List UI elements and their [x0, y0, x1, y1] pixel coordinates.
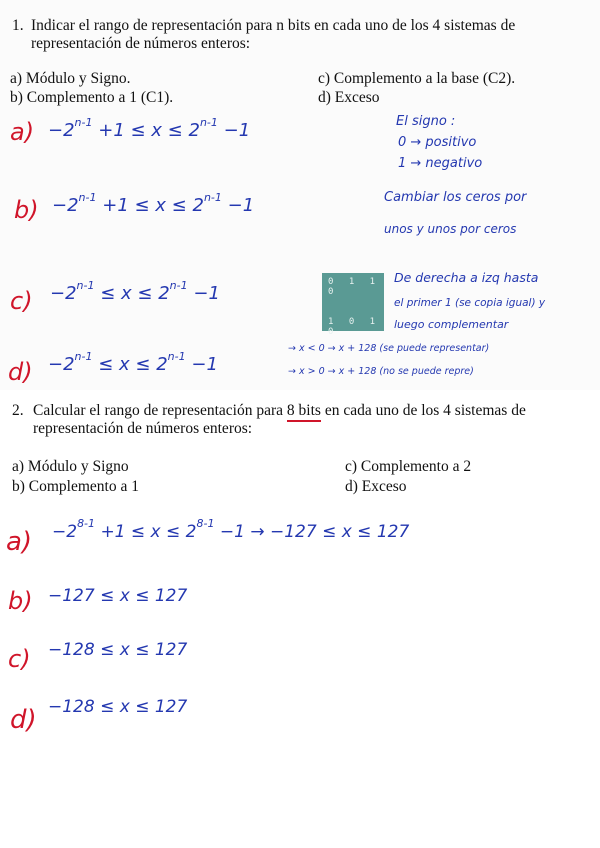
note-signo-title: El signo :: [396, 114, 456, 129]
q1-hand-a-expr: $-2^{n-1} +1 \le x \le 2^{n-1} -1$: [48, 116, 251, 141]
q2-hand-a-expr: $-2^{8-1} +1 \le x \le 2^{8-1} -1 \to -127 \le x \le 127$: [52, 517, 410, 542]
q2-option-c: c) Complemento a 2: [345, 458, 472, 475]
q2-text-pre: Calcular el rango de representación para: [33, 402, 287, 419]
q2-number: 2.: [12, 402, 24, 419]
note-exceso-line2: → x > 0 → x + 128 (no se puede repre): [288, 366, 474, 377]
q1-option-b: b) Complemento a 1 (C1).: [10, 89, 174, 106]
q2-option-a: a) Módulo y Signo: [12, 458, 129, 475]
q2-hand-d-label: d): [10, 705, 37, 735]
binary-example-image: [322, 273, 384, 337]
q1-text-line2: representación de números enteros:: [31, 35, 251, 52]
q1-hand-a-label: a): [10, 118, 35, 146]
q2-hand-d-expr: −128 ≤ x ≤ 127: [48, 697, 188, 717]
note-signo-positive: 0 → positivo: [398, 135, 477, 150]
q2-text-post: en cada uno de los 4 sistemas de: [320, 402, 526, 419]
q2-hand-c-label: c): [8, 645, 31, 673]
q1-hand-c-expr: $-2^{n-1} \le x \le 2^{n-1} -1$: [50, 279, 220, 304]
q2-option-b: b) Complemento a 1: [12, 478, 139, 495]
q1-text-line1: Indicar el rango de representación para n bits en cada uno de los 4 sistemas de: [31, 17, 516, 34]
note-exceso-line1: → x < 0 → x + 128 (se puede representar): [288, 343, 490, 354]
q2-hand-b-label: b): [8, 587, 33, 615]
q1-number: 1.: [12, 17, 24, 34]
q2-text-line1: [33, 401, 526, 420]
q1-hand-b-label: b): [14, 196, 39, 224]
q2-hand-a-label: a): [6, 527, 33, 557]
note-c1-line1: Cambiar los ceros por: [384, 190, 527, 205]
q1-option-c: c) Complemento a la base (C2).: [318, 70, 516, 87]
binary-example-bottom: 1 0 1 0: [328, 317, 381, 337]
binary-example-top: 0 1 1 0: [328, 277, 381, 297]
note-c1-line2: unos y unos por ceros: [384, 222, 517, 236]
q1-hand-b-expr: $-2^{n-1} +1 \le x \le 2^{n-1} -1$: [52, 191, 255, 216]
note-c2-line3: luego complementar: [394, 318, 509, 331]
q1-option-d: d) Exceso: [318, 89, 380, 106]
q1-hand-c-label: c): [10, 287, 33, 315]
q1-hand-d-expr: $-2^{n-1} \le x \le 2^{n-1} -1$: [48, 350, 218, 375]
q2-hand-c-expr: −128 ≤ x ≤ 127: [48, 640, 188, 660]
note-c2-line2: el primer 1 (se copia igual) y: [394, 297, 546, 309]
q1-hand-d-label: d): [8, 358, 33, 386]
q2-hand-b-expr: −127 ≤ x ≤ 127: [48, 586, 188, 606]
q2-text-highlight: 8 bits: [287, 402, 321, 422]
q2-option-d: d) Exceso: [345, 478, 407, 495]
note-signo-negative: 1 → negativo: [398, 156, 483, 171]
q2-text-line2: representación de números enteros:: [33, 420, 253, 437]
note-c2-line1: De derecha a izq hasta: [394, 270, 539, 285]
q1-option-a: a) Módulo y Signo.: [10, 70, 131, 87]
